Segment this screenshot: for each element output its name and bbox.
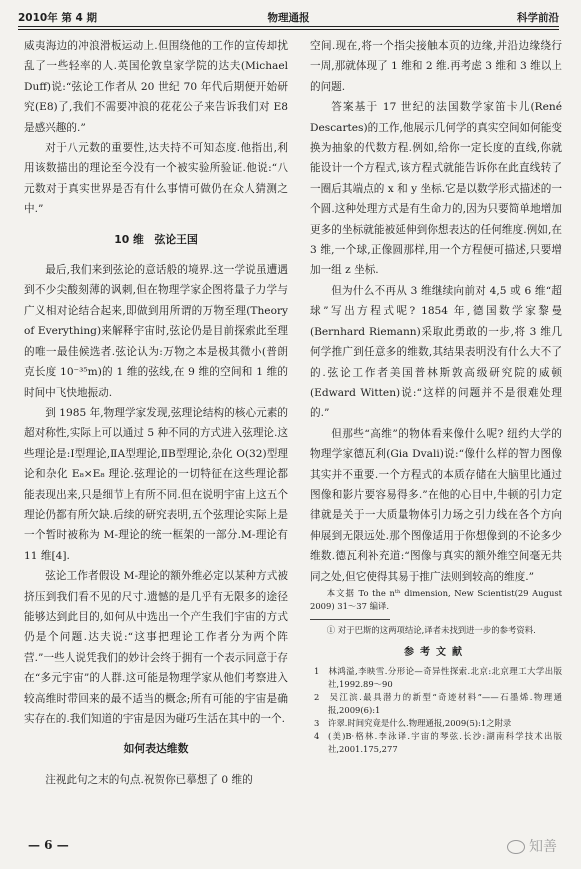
reference-item: 3 许翠.时间究竟是什么.物理通报,2009(5):1之附录: [314, 718, 512, 729]
paragraph: 注视此句之末的句点.祝贺你已摹想了 0 维的: [45, 773, 253, 786]
reference-item: 4 (美)B·格林.李泳译.宇宙的琴弦.长沙:湖南科学技术出版社,2001.175,277: [314, 731, 562, 755]
section-heading: 10 维 弦论王国: [114, 232, 198, 246]
issue-label: 2010年 第 4 期: [18, 12, 97, 24]
references-heading: 参考文献: [404, 646, 468, 658]
watermark-text: 知善: [529, 839, 557, 855]
page-number: — 6 —: [28, 838, 69, 852]
watermark: [507, 836, 557, 856]
paragraph: 答案基于 17 世纪的法国数学家笛卡儿(René Descartes)的工作,他展示几何学的真实空间如何能变换为抽象的代数方程.例如,给你一定长度的直线,你就能设计一个方程式,该方程式就能告诉你在此直线转了一圈后其端点的 x 和 y 坐标.它是以数学形式描述的一个圆.这种处理方式是有生命力的,因为只要简单地增加更多的坐标就能被延伸到你想表达的任何维度.例如,在 3 维,一个球,正像圆那样,用一个方程便可描述,只要增加一组 z 坐标.: [310, 101, 562, 277]
chat-bubble-icon: [507, 840, 525, 854]
section-heading: 如何表达维数: [123, 742, 189, 756]
footnote: ① 对于巴斯的这两项结论,译者未找到进一步的参考资料.: [326, 624, 536, 635]
journal-title: 物理通报: [267, 12, 310, 24]
paragraph: 但那些“高维”的物体看来像什么呢? 纽约大学的物理学家德瓦利(Gia Dvali)说:“像什么样的智力图像其实并不重要.一个方程式的本质存储在大脑里比通过图像和影片要容易得多.”在他的心目中,牛顿的引力定律就是关于一大质量物体引力场之引力线在各个方向伸展到无限远处.那个图像适用于你想像到的不论多少维数.德瓦利补充道:“图像与真实的额外维空间毫无共同之处,但它使得其易于推广法则到较高的维度.”: [310, 427, 562, 583]
reference-item: 2 吴江滨.最具潜力的新型“奇迹材料”——石墨烯.物理通报,2009(6):1: [314, 692, 562, 716]
paragraph: 到 1985 年,物理学家发现,弦理论结构的核心元素的超对称性,实际上可以通过 5 种不同的方式进入弦理论.这些理论是:Ⅰ型理论,ⅡA型理论,ⅡB型理论,杂化 O(32)型理论和杂化 E₈×E₈ 理论.弦理论的一切特征在这些理论都能表现出来,只是细节上有所不同.但在说明宇宙上这五个理论仍都有所欠缺.后续的研究表明,五个弦理论实际上是一个暂时被称为 M-理论的统一框架的一部分.M-理论有 11 维[4].: [24, 406, 288, 562]
paragraph: 对于八元数的重要性,达夫持不可知态度.他指出,利用该数描出的理论至今没有一个被实验所验证.他说:“八元数对于真实世界是否有什么事情可做仍在众人猜测之中.”: [24, 142, 288, 216]
footnote-divider: [310, 619, 390, 620]
source-note: 本文据 To the nᵗʰ dimension, New Scientist(29 August 2009) 31～37 编译.: [310, 587, 562, 611]
paragraph: 弦论工作者假设 M-理论的额外维必定以某种方式被挤压到我们看不见的尺寸.遗憾的是几乎有无限多的途径能够达到此目的,如何从中选出一个产生我们宇宙的方式仍是个问题.达夫说:“这事把理论工作者分为两个阵营.”一些人说凭我们的妙计会终于拥有一个表示同意于存在“多元宇宙”的人群.这可能是物理学家从他们考察进入较高维时带回来的最不适当的概念;所有可能的宇宙是确实存在的.我们知道的宇宙是因为碰巧生活在其中的一个.: [24, 570, 288, 725]
header-rule-thin: [18, 29, 559, 30]
paragraph: 最后,我们来到弦论的意话般的境界.这一学说虽遭遇到不少尖酸刻薄的讽刺,但在物理学家企图将量子力学与广义相对论结合起来,即做到用所谓的万物至理(Theory of Everything)来解释宇宙时,弦论仍是目前探索此至理的唯一最佳候选者.弦论认为:万物之本是极其微小(普朗克长度 10⁻³⁵m)的 1 维的弦线,在 9 维的空间和 1 维的时间中飞快地振动.: [24, 264, 288, 399]
paragraph: 威夷海边的冲浪滑板运动上.但围绕他的工作的宣传却扰乱了一些轻率的人.英国伦敦皇家学院的达夫(Michael Duff)说:“弦论工作者从 20 世纪 70 年代后期便开始研究(E8)了,我们不需要冲浪的花花公子来告诉我们对 E8 是感兴趣的.”: [24, 40, 288, 134]
left-column: [24, 36, 288, 790]
reference-item: 1 林鸿溢,李映雪.分形论—奇异性探索.北京:北京理工大学出版社,1992.89～90: [314, 666, 562, 690]
right-column: [310, 36, 562, 756]
header-rule-thick: [18, 26, 559, 27]
section-label: 科学前沿: [517, 12, 559, 24]
paragraph: 但为什么不再从 3 维继续向前对 4,5 或 6 维“超球”写出方程式呢? 1854 年,德国数学家黎曼(Bernhard Riemann)采取此勇敢的一步,将 3 维几何学推广到任意多的维数,其结果表明没有什么大不了的.弦论工作者美国普林斯敦高级研究院的威顿(Edward Witten)说:“这样的问题并不是很难处理的.”: [310, 284, 562, 420]
paragraph: 空间.现在,将一个指尖接触本页的边缘,并沿边缘绕行一周,那就体现了 1 维和 2 维.再考虑 3 维和 3 维以上的问题.: [310, 40, 562, 93]
reference-list: [310, 665, 562, 756]
